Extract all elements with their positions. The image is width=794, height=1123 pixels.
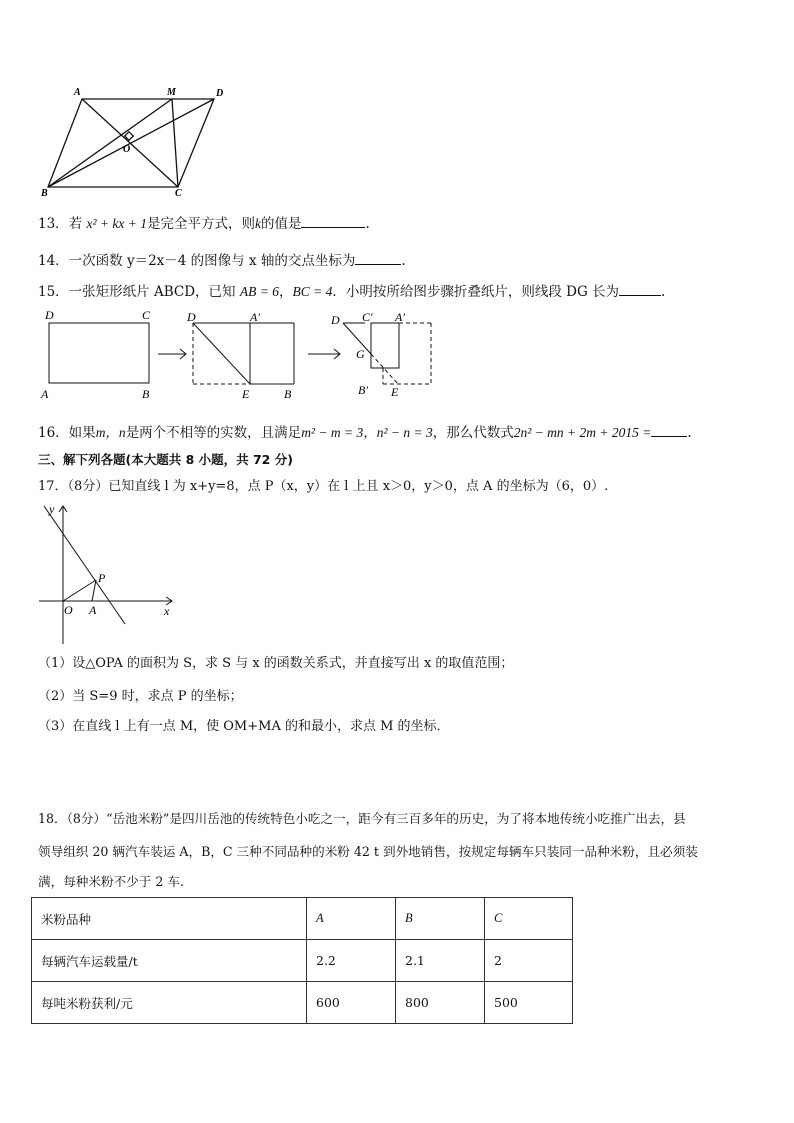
table-header-row bbox=[32, 898, 573, 940]
table-cell: 2.1 bbox=[396, 940, 485, 982]
label-E: E bbox=[242, 387, 250, 401]
question-17-part1: （1）设△OPA 的面积为 S，求 S 与 x 的函数关系式，并直接写出 x 的取值范围； bbox=[38, 656, 514, 671]
axis-label-x: x bbox=[164, 604, 170, 618]
coordinate-figure bbox=[34, 500, 184, 648]
table-row bbox=[32, 940, 573, 982]
table-cell: 2 bbox=[485, 940, 573, 982]
question-18-line2: 领导组织 20 辆汽车装运 A，B，C 三种不同品种的米粉 42 t 到外地销售，按规定每辆车只装同一品种米粉，且必须装 bbox=[38, 844, 698, 859]
answer-blank bbox=[301, 213, 365, 228]
label-A-prime: A′ bbox=[250, 310, 260, 324]
label-B: B bbox=[41, 188, 48, 199]
label-D: D bbox=[187, 310, 196, 324]
label-C: C bbox=[175, 188, 182, 199]
table-row bbox=[32, 982, 573, 1024]
label-B: B bbox=[284, 387, 292, 401]
label-M: M bbox=[167, 87, 176, 98]
folding-figure bbox=[38, 306, 458, 402]
label-G: G bbox=[356, 347, 365, 361]
question-14: 14．一次函数 y＝2x－4 的图像与 x 轴的交点坐标为 . bbox=[38, 250, 406, 270]
label-A: A bbox=[74, 87, 81, 98]
label-O: O bbox=[64, 603, 73, 617]
label-D: D bbox=[331, 313, 340, 327]
question-17-part3: （3）在直线 l 上有一点 M，使 OM+MA 的和最小，求点 M 的坐标． bbox=[38, 719, 450, 734]
table-cell: 每吨米粉获利/元 bbox=[32, 982, 307, 1024]
answer-blank bbox=[619, 281, 661, 296]
table-cell: 2.2 bbox=[307, 940, 396, 982]
label-D: D bbox=[216, 88, 224, 99]
label-E: E bbox=[391, 385, 399, 399]
question-18-line3: 满，每种米粉不少于 2 车. bbox=[38, 874, 184, 889]
question-15: 15．一张矩形纸片 ABCD，已知 AB = 6，BC = 4．小明按所给图步骤折叠纸片，则线段 DG 长为 . bbox=[38, 281, 665, 301]
table-cell: 500 bbox=[485, 982, 573, 1024]
question-16: 16．如果m，n是两个不相等的实数，且满足m² − m = 3，n² − n = 3，那么代数式2n² − mn + 2m + 2015 = . bbox=[38, 422, 692, 442]
question-18-line1: 18．（8分）“岳池米粉”是四川岳池的传统特色小吃之一，距今有三百多年的历史，为了将本地传统小吃推广出去，县 bbox=[38, 811, 686, 826]
axis-label-y: y bbox=[49, 502, 55, 516]
table-cell: B bbox=[396, 898, 485, 940]
section-heading: 三、解下列各题(本大题共 8 小题，共 72 分) bbox=[38, 452, 293, 467]
label-C-prime: C′ bbox=[362, 310, 373, 324]
answer-blank bbox=[355, 250, 401, 265]
label-B-prime: B′ bbox=[358, 383, 368, 397]
table-cell: 米粉品种 bbox=[32, 898, 307, 940]
label-C: C bbox=[142, 308, 151, 322]
label-A: A bbox=[89, 603, 97, 617]
parallelogram-figure bbox=[38, 84, 238, 199]
question-17-part2: （2）当 S=9 时，求点 P 的坐标； bbox=[38, 689, 243, 704]
table-cell: A bbox=[307, 898, 396, 940]
label-P: P bbox=[98, 571, 106, 585]
table-cell: 每辆汽车运载量/t bbox=[32, 940, 307, 982]
label-A: A bbox=[41, 387, 49, 401]
table-cell: 600 bbox=[307, 982, 396, 1024]
rice-noodle-table bbox=[31, 897, 573, 1024]
answer-blank bbox=[651, 422, 687, 437]
table-cell: C bbox=[485, 898, 573, 940]
question-17-stem: 17．（8分）已知直线 l 为 x+y=8，点 P（x，y）在 l 上且 x＞0，y＞0，点 A 的坐标为（6，0）. bbox=[38, 479, 609, 494]
question-13: 13．若 x² + kx + 1是完全平方式，则k的值是 . bbox=[38, 213, 370, 233]
label-D: D bbox=[45, 308, 54, 322]
table-cell: 800 bbox=[396, 982, 485, 1024]
label-A-prime: A′ bbox=[395, 310, 405, 324]
label-O: O bbox=[123, 144, 131, 155]
label-B: B bbox=[142, 387, 150, 401]
